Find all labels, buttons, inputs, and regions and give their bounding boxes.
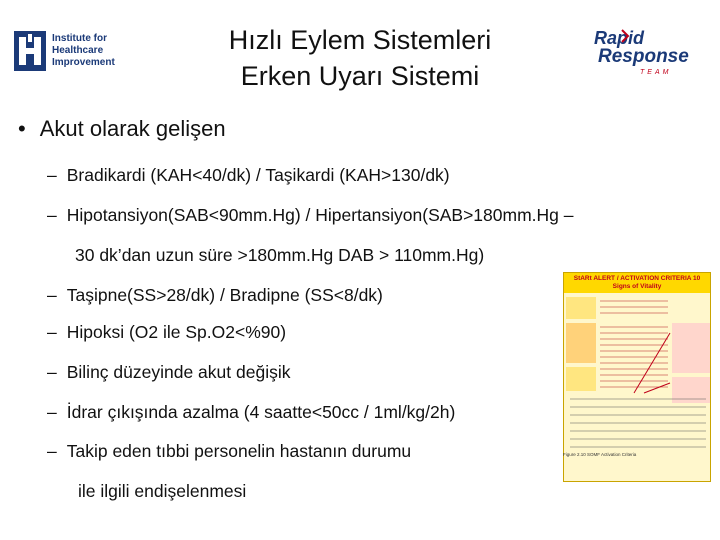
sub-bullet-bradycardia: – Bradikardi (KAH<40/dk) / Taşikardi (KAH>130/dk) [47, 165, 450, 185]
ihi-mark-icon [14, 31, 46, 71]
title-line-2: Erken Uyarı Sistemi [240, 61, 480, 91]
ihi-wordmark: Institute for Healthcare Improvement [52, 33, 115, 68]
rapid-response-team-logo [588, 24, 708, 80]
sub-bullet-staff-concern-continuation: ile ilgili endişelenmesi [78, 481, 247, 501]
sub-bullet-consciousness: – Bilinç düzeyinde akut değişik [47, 362, 291, 382]
rrt-word-1: Rapid [594, 28, 645, 48]
sub-bullet-hypotension-continuation: 30 dk’dan uzun süre >180mm.Hg DAB > 110mm.Hg) [75, 245, 485, 265]
sub-bullet-staff-concern: – Takip eden tıbbi personelin hastanın durumu [47, 441, 412, 461]
activation-criteria-card [563, 272, 711, 482]
title-line-1: Hızlı Eylem Sistemleri [228, 25, 492, 55]
sub-bullet-urine-output: – İdrar çıkışında azalma (4 saatte<50cc / 1ml/kg/2h) [47, 402, 456, 422]
sub-bullet-hypotension: – Hipotansiyon(SAB<90mm.Hg) / Hipertansiyon(SAB>180mm.Hg – [47, 205, 574, 225]
sub-bullet-tachypnea: – Taşipne(SS>28/dk) / Bradipne (SS<8/dk) [47, 285, 383, 305]
sub-bullet-hypoxia: – Hipoksi (O2 ile Sp.O2<%90) [47, 322, 287, 342]
main-bullet-text: Akut olarak gelişen [39, 116, 226, 141]
card-caption: Figure 2.10 SOMF Activation Criteria [563, 452, 637, 457]
bullet-marker: • [18, 116, 26, 141]
rrt-word-2: Response [598, 46, 689, 67]
rrt-word-3: TEAM [640, 69, 672, 76]
main-bullet [18, 114, 226, 144]
slide-title [150, 22, 570, 94]
card-header: StARt ALERT / ACTIVATION CRITERIA 10 Signs of Vitality [564, 273, 710, 293]
ihi-logo [14, 28, 138, 74]
